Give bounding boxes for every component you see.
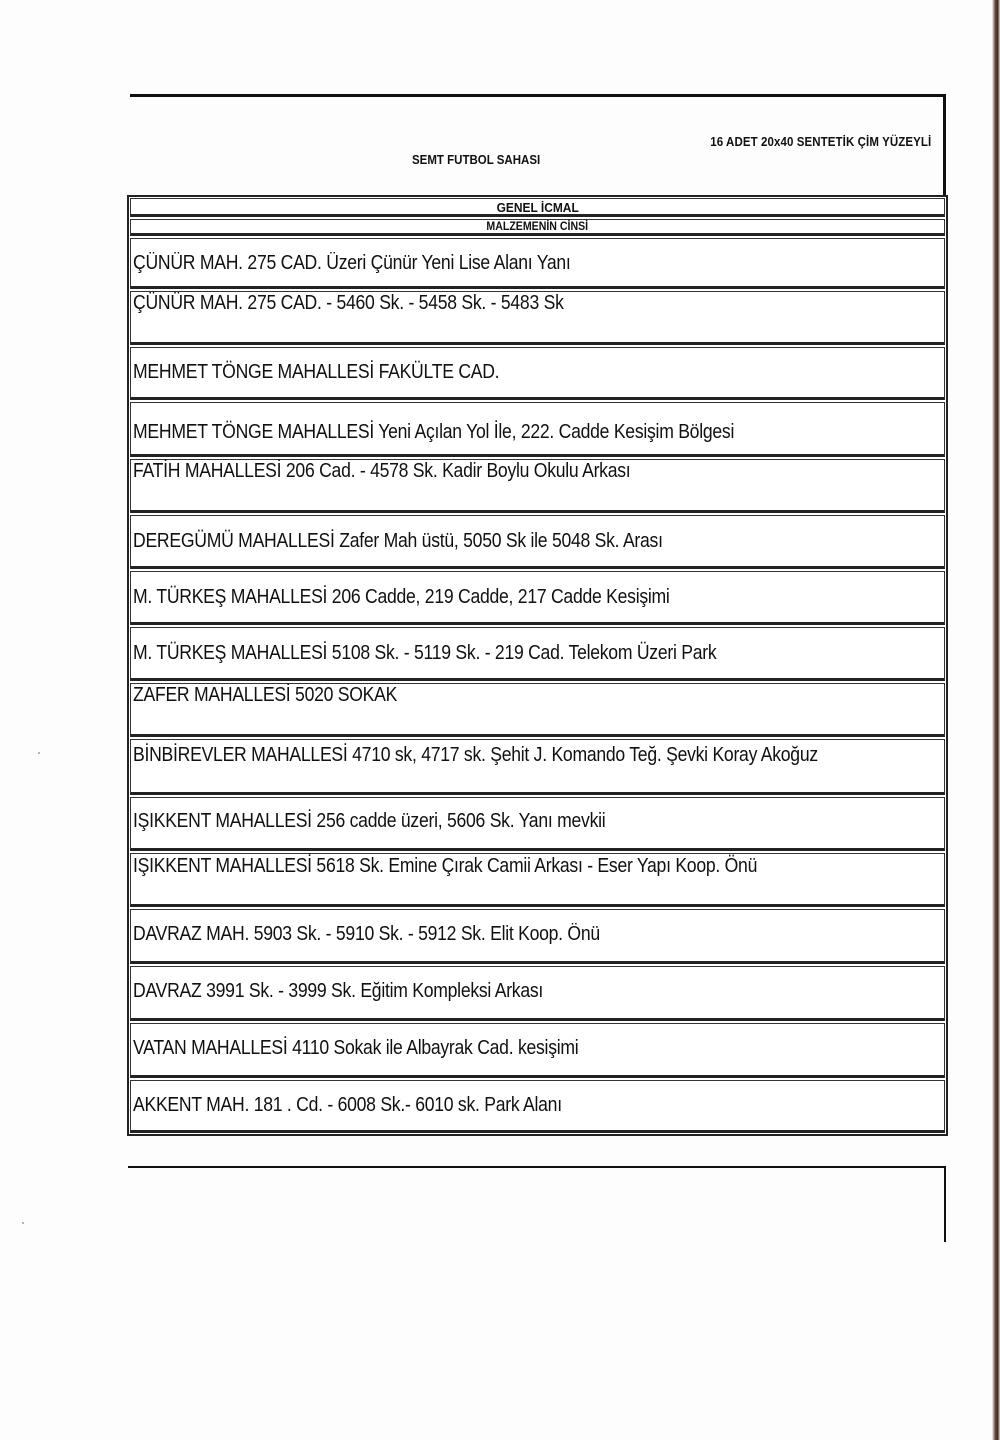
location-cell: MEHMET TÖNGE MAHALLESİ Yeni Açılan Yol İle, 222. Cadde Kesişim Bölgesi (133, 421, 735, 443)
table-row (130, 459, 945, 513)
location-cell: IŞIKKENT MAHALLESİ 5618 Sk. Emine Çırak Camii Arkası - Eser Yapı Koop. Önü (133, 855, 758, 877)
table-row (130, 739, 945, 795)
location-cell: IŞIKKENT MAHALLESİ 256 cadde üzeri, 5606 Sk. Yanı mevkii (133, 810, 606, 832)
document-header (130, 94, 946, 196)
table-row (130, 853, 945, 907)
location-cell: DAVRAZ 3991 Sk. - 3999 Sk. Eğitim Kompleksi Arkası (133, 980, 544, 1002)
location-cell: ZAFER MAHALLESİ 5020 SOKAK (133, 684, 398, 706)
table-row (130, 909, 945, 964)
location-cell: ÇÜNÜR MAH. 275 CAD. - 5460 Sk. - 5458 Sk. - 5483 Sk (133, 292, 564, 314)
table-column-header-row (130, 219, 945, 236)
table-row (130, 571, 945, 625)
location-cell: FATİH MAHALLESİ 206 Cad. - 4578 Sk. Kadir Boylu Okulu Arkası (133, 460, 631, 482)
header-title: SEMT FUTBOL SAHASI (412, 153, 541, 167)
table-title-row (130, 198, 945, 217)
table-row (130, 627, 945, 681)
location-table (127, 195, 948, 1136)
table-row (130, 1080, 945, 1133)
location-cell: VATAN MAHALLESİ 4110 Sokak ile Albayrak Cad. kesişimi (133, 1037, 579, 1059)
scan-speck (38, 752, 40, 754)
table-row (130, 238, 945, 289)
table-row (130, 291, 945, 345)
location-cell: DAVRAZ MAH. 5903 Sk. - 5910 Sk. - 5912 Sk. Elit Koop. Önü (133, 923, 600, 945)
table-row (130, 1023, 945, 1078)
location-cell: DEREGÜMÜ MAHALLESİ Zafer Mah üstü, 5050 Sk ile 5048 Sk. Arası (133, 530, 663, 552)
column-header: MALZEMENİN CİNSİ (486, 221, 589, 233)
scan-edge-shadow (992, 0, 1000, 1440)
location-cell: MEHMET TÖNGE MAHALLESİ FAKÜLTE CAD. (133, 361, 500, 383)
table-row (130, 402, 945, 457)
table-row (130, 515, 945, 569)
location-cell: AKKENT MAH. 181 . Cd. - 6008 Sk.- 6010 sk. Park Alanı (133, 1094, 562, 1116)
header-subtitle: 16 ADET 20x40 SENTETİK ÇİM YÜZEYLİ (709, 135, 931, 149)
location-cell: M. TÜRKEŞ MAHALLESİ 206 Cadde, 219 Cadde, 217 Cadde Kesişimi (133, 586, 670, 608)
document-footer-frame (128, 1166, 946, 1242)
scan-speck (22, 1222, 24, 1224)
table-row (130, 347, 945, 400)
location-cell: BİNBİREVLER MAHALLESİ 4710 sk, 4717 sk. Şehit J. Komando Teğ. Şevki Koray Akoğuz (133, 744, 818, 766)
table-row (130, 683, 945, 737)
table-row (130, 797, 945, 851)
location-cell: M. TÜRKEŞ MAHALLESİ 5108 Sk. - 5119 Sk. - 219 Cad. Telekom Üzeri Park (133, 642, 717, 664)
location-cell: ÇÜNÜR MAH. 275 CAD. Üzeri Çünür Yeni Lise Alanı Yanı (133, 252, 571, 274)
table-title: GENEL İCMAL (496, 200, 579, 215)
table-row (130, 966, 945, 1021)
